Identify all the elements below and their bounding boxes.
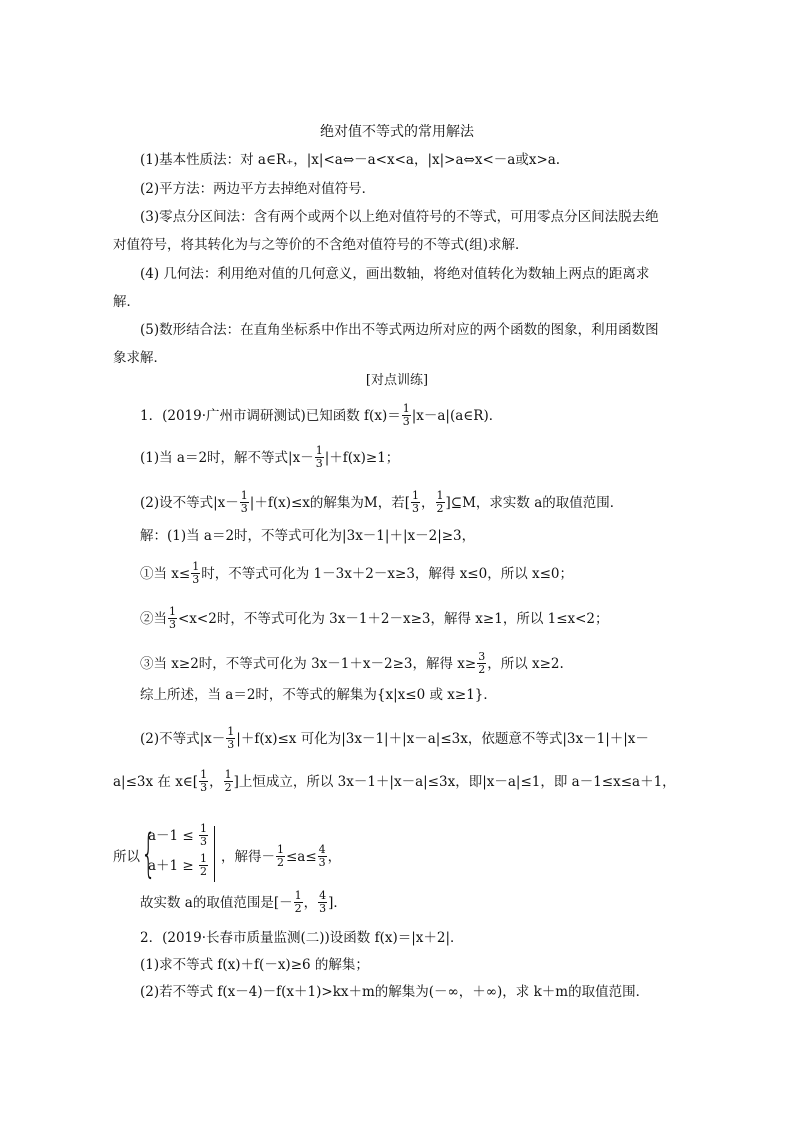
document-page: 绝对值不等式的常用解法 (1)基本性质法：对 a∈R₊，|x|<a⇔－a<x<a，|x|>a⇔x<－a或x>a. (2)平方法：两边平方去掉绝对值符号． (3)零点分区间法：含有两个或两个以上绝对值符号的不等式，可用零点分区间法脱去绝 对值符号，将其转化为与之等价的不含绝对值符号的不等式(组)求解． (4) 几何法：利用绝对值的几何意义，画出数轴，将绝对值转化为数轴上两点的距离求 解． (5)数形结合法：在直角坐标系中作出不等式两边所对应的两个函数的图象，利用函数图 象求解． [对点训练] 1．(2019·广州市调研测试)已知函数 f(x)＝ $\frac{1}{3}$ |x－a|(a∈R)． (1)当 a＝2时，解不等式|x－ $\frac{1}{3}$ |＋f(x)≥1； (2)设不等式|x－ $\frac{1}{3}$ |＋f(x)≤x的解集为M，若[ $\frac{1}{3}$ ， $\frac{1}{2}$ ]⊆M，求实数 a的取值范围． 解：(1)当 a＝2时，不等式可化为|3x－1|＋|x－2|≥3， ①当 x≤ $\frac{1}{3}$ 时，不等式可化为 1－3x＋2－x≥3，解得 x≤0，所以 x≤0； ②当 $\frac{1}{3}$ <x<2时，不等式可化为 3x－1＋2－x≥3，解得 x≥1，所以 1≤x<2； ③当 x≥2时，不等式可化为 3x－1＋x－2≥3，解得 x≥ $\frac{3}{2}$ ，所以 x≥2. 综上所述，当 a＝2时，不等式的解集为{x|x≤0 或 x≥1}． (2)不等式|x－ $\frac{1}{3}$ |＋f(x)≤x 可化为|3x－1|＋|x－a|≤3x，依题意不等式|3x－1|＋|x－ a|≤3x 在 x∈[ $\frac{1}{3}$ ， $\frac{1}{2}$ ]上恒成立，所以 3x－1＋|x－a|≤3x，即|x－a|≤1，即 a－1≤x≤a＋1， 所以 { a－1 ≤ $\frac{1}{3}$ a＋1 ≥ $\frac{1}{2}$ ，解得－ $\frac{1}{2}$ ≤a≤ $\frac{4}{3}$ ， 故实数 a的取值范围是[－ $\frac{1}{2}$ ， $\frac{4}{3}$ ]． 2．(2019·长春市质量监测(二))设函数 f(x)＝|x＋2|． (1)求不等式 f(x)＋f(－x)≥6 的解集； (2)若不等式 f(x－4)－f(x＋1)>kx＋m的解集为(－∞，＋∞)，求 k＋m的取值范围． [0, 0, 794, 1123]
q1-solution-intro: 解：(1)当 a＝2时，不等式可化为|3x－1|＋|x－2|≥3， [140, 528, 476, 544]
fraction: $\frac{1}{3}$ [402, 402, 410, 428]
fraction: $\frac{1}{2}$ [294, 889, 302, 915]
q2-part1: (1)求不等式 f(x)＋f(－x)≥6 的解集； [140, 957, 369, 973]
fraction: $\frac{4}{3}$ [319, 889, 327, 915]
fraction: $\frac{1}{2}$ [224, 768, 232, 794]
q1-part2-solution-line1: (2)不等式|x－ $\frac{1}{3}$ |＋f(x)≤x 可化为|3x－1|＋|x－a|≤3x，依题意不等式|3x－1|＋|x－ [140, 725, 649, 751]
fraction: $\frac{3}{2}$ [478, 650, 486, 676]
method-2: (2)平方法：两边平方去掉绝对值符号． [140, 181, 376, 197]
doc-title: 绝对值不等式的常用解法 [320, 124, 474, 140]
fraction: $\frac{1}{3}$ [169, 605, 176, 631]
method-4-line1: (4) 几何法：利用绝对值的几何意义，画出数轴，将绝对值转化为数轴上两点的距离求 [140, 266, 650, 282]
q1-part1: (1)当 a＝2时，解不等式|x－ $\frac{1}{3}$ |＋f(x)≥1； [140, 444, 400, 470]
q2-part2: (2)若不等式 f(x－4)－f(x＋1)>kx＋m的解集为(－∞，＋∞)，求 k＋m的取值范围． [140, 984, 650, 1000]
q1-case-3: ③当 x≥2时，不等式可化为 3x－1＋x－2≥3，解得 x≥ $\frac{3}{2}$ ，所以 x≥2. [140, 650, 564, 676]
q1-case-1: ①当 x≤ $\frac{1}{3}$ 时，不等式可化为 1－3x＋2－x≥3，解得 x≤0，所以 x≤0； [140, 560, 574, 586]
section-heading: [对点训练] [365, 373, 429, 388]
system-row-1: a－1 ≤ $\frac{1}{3}$ [148, 822, 208, 848]
q2-stem: 2．(2019·长春市质量监测(二))设函数 f(x)＝|x＋2|． [140, 930, 464, 946]
system-row-2: a＋1 ≥ $\frac{1}{2}$ [148, 852, 208, 878]
q1-case-2: ②当 $\frac{1}{3}$ <x<2时，不等式可化为 3x－1＋2－x≥3，解得 x≥1，所以 1≤x<2； [140, 605, 609, 631]
fraction: $\frac{1}{3}$ [315, 444, 323, 470]
fraction: $\frac{4}{3}$ [318, 843, 326, 869]
fraction: $\frac{1}{3}$ [227, 725, 235, 751]
system-right-bar [214, 826, 215, 882]
fraction: $\frac{1}{2}$ [200, 852, 208, 878]
q1-summary: 综上所述，当 a＝2时，不等式的解集为{x|x≤0 或 x≥1}． [140, 687, 497, 703]
q1-part2: (2)设不等式|x－ $\frac{1}{3}$ |＋f(x)≤x的解集为M，若[ $\frac{1}{3}$ ， $\frac{1}{2}$ ]⊆M，求实数 a的取值范围． [140, 489, 624, 515]
fraction: $\frac{1}{3}$ [240, 489, 248, 515]
fraction: $\frac{1}{2}$ [436, 489, 444, 515]
q1-part2-solution-line2: a|≤3x 在 x∈[ $\frac{1}{3}$ ， $\frac{1}{2}$ ]上恒成立，所以 3x－1＋|x－a|≤3x，即|x－a|≤1，即 a－1≤x≤a＋1， [113, 768, 676, 794]
fraction: $\frac{1}{2}$ [277, 843, 284, 869]
fraction: $\frac{1}{3}$ [192, 560, 200, 586]
method-3-line2: 对值符号，将其转化为与之等价的不含绝对值符号的不等式(组)求解． [113, 237, 529, 253]
method-3-line1: (3)零点分区间法：含有两个或两个以上绝对值符号的不等式，可用零点分区间法脱去绝 [140, 209, 659, 225]
q1-answer: 故实数 a的取值范围是[－ $\frac{1}{2}$ ， $\frac{4}{3}$ ]． [140, 889, 347, 915]
fraction: $\frac{1}{3}$ [200, 768, 208, 794]
fraction: $\frac{1}{3}$ [200, 822, 208, 848]
method-1: (1)基本性质法：对 a∈R₊，|x|<a⇔－a<x<a，|x|>a⇔x<－a或x>a. [140, 152, 561, 168]
left-brace: { [141, 824, 156, 884]
q1-stem: 1．(2019·广州市调研测试)已知函数 f(x)＝ $\frac{1}{3}$ |x－a|(a∈R)． [140, 402, 503, 428]
method-5-line2: 象求解． [113, 350, 167, 366]
system-result: ，解得－ $\frac{1}{2}$ ≤a≤ $\frac{4}{3}$ ， [221, 843, 342, 869]
method-4-line2: 解． [113, 294, 140, 310]
method-5-line1: (5)数形结合法：在直角坐标系中作出不等式两边所对应的两个函数的图象，利用函数图 [140, 322, 659, 338]
fraction: $\frac{1}{3}$ [412, 489, 420, 515]
